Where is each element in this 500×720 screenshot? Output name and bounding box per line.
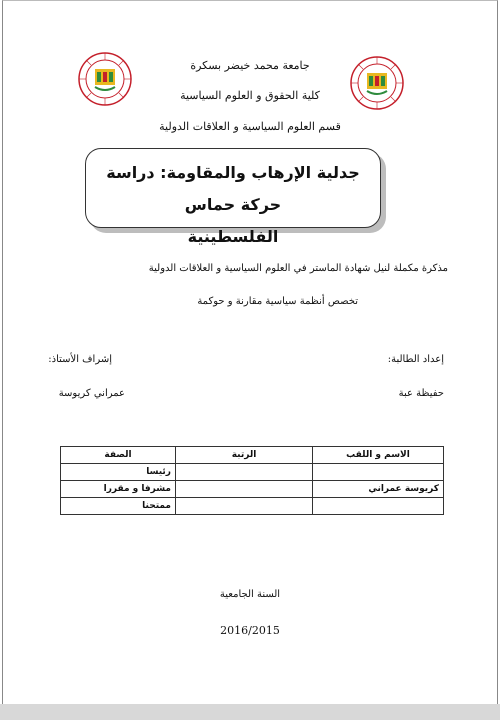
jury-row: [61, 481, 444, 498]
university-name: جامعة محمد خيضر بسكرة: [190, 59, 310, 72]
jury-name-cell: [313, 464, 444, 481]
jury-rank-cell: [176, 464, 313, 481]
header-role: الصفة: [61, 447, 176, 464]
student-name: حفيظة عبة: [398, 388, 444, 399]
jury-table-header: [61, 447, 444, 464]
thesis-specialty: تخصص أنظمة سياسية مقارنة و حوكمة: [197, 296, 358, 307]
thesis-title-box: [85, 148, 381, 246]
jury-role-cell: رئيسا: [61, 464, 176, 481]
jury-name-cell: كريوسة عمراني: [313, 481, 444, 498]
supervisor-name: عمراني كريوسة: [58, 388, 125, 399]
header-rank: الرتبة: [176, 447, 313, 464]
jury-name-cell: [313, 498, 444, 515]
header-name: الاسم و اللقب: [313, 447, 444, 464]
faculty-name: كلية الحقوق و العلوم السياسية: [180, 89, 320, 102]
thesis-title-line2: الفلسطينية: [187, 227, 279, 246]
jury-role-cell: مشرفا و مقررا: [61, 481, 176, 498]
academic-year-label: السنة الجامعية: [219, 589, 281, 600]
page-bottom-edge: [0, 704, 500, 720]
jury-rank-cell: [176, 481, 313, 498]
student-label: إعداد الطالبة:: [387, 354, 444, 365]
thesis-title-line1: جدلية الإرهاب والمقاومة: دراسة حركة حماس: [106, 163, 360, 214]
jury-table: [60, 446, 444, 515]
thesis-description: مذكرة مكملة لنيل شهادة الماستر في العلوم السياسية و العلاقات الدولية: [148, 263, 448, 274]
jury-role-cell: ممتحنا: [61, 498, 176, 515]
jury-rank-cell: [176, 498, 313, 515]
jury-row: [61, 464, 444, 481]
department-name: قسم العلوم السياسية و العلاقات الدولية: [159, 120, 341, 133]
jury-row: [61, 498, 444, 515]
supervisor-label: إشراف الأستاذ:: [48, 354, 112, 365]
academic-year: 2016/2015: [220, 624, 280, 637]
